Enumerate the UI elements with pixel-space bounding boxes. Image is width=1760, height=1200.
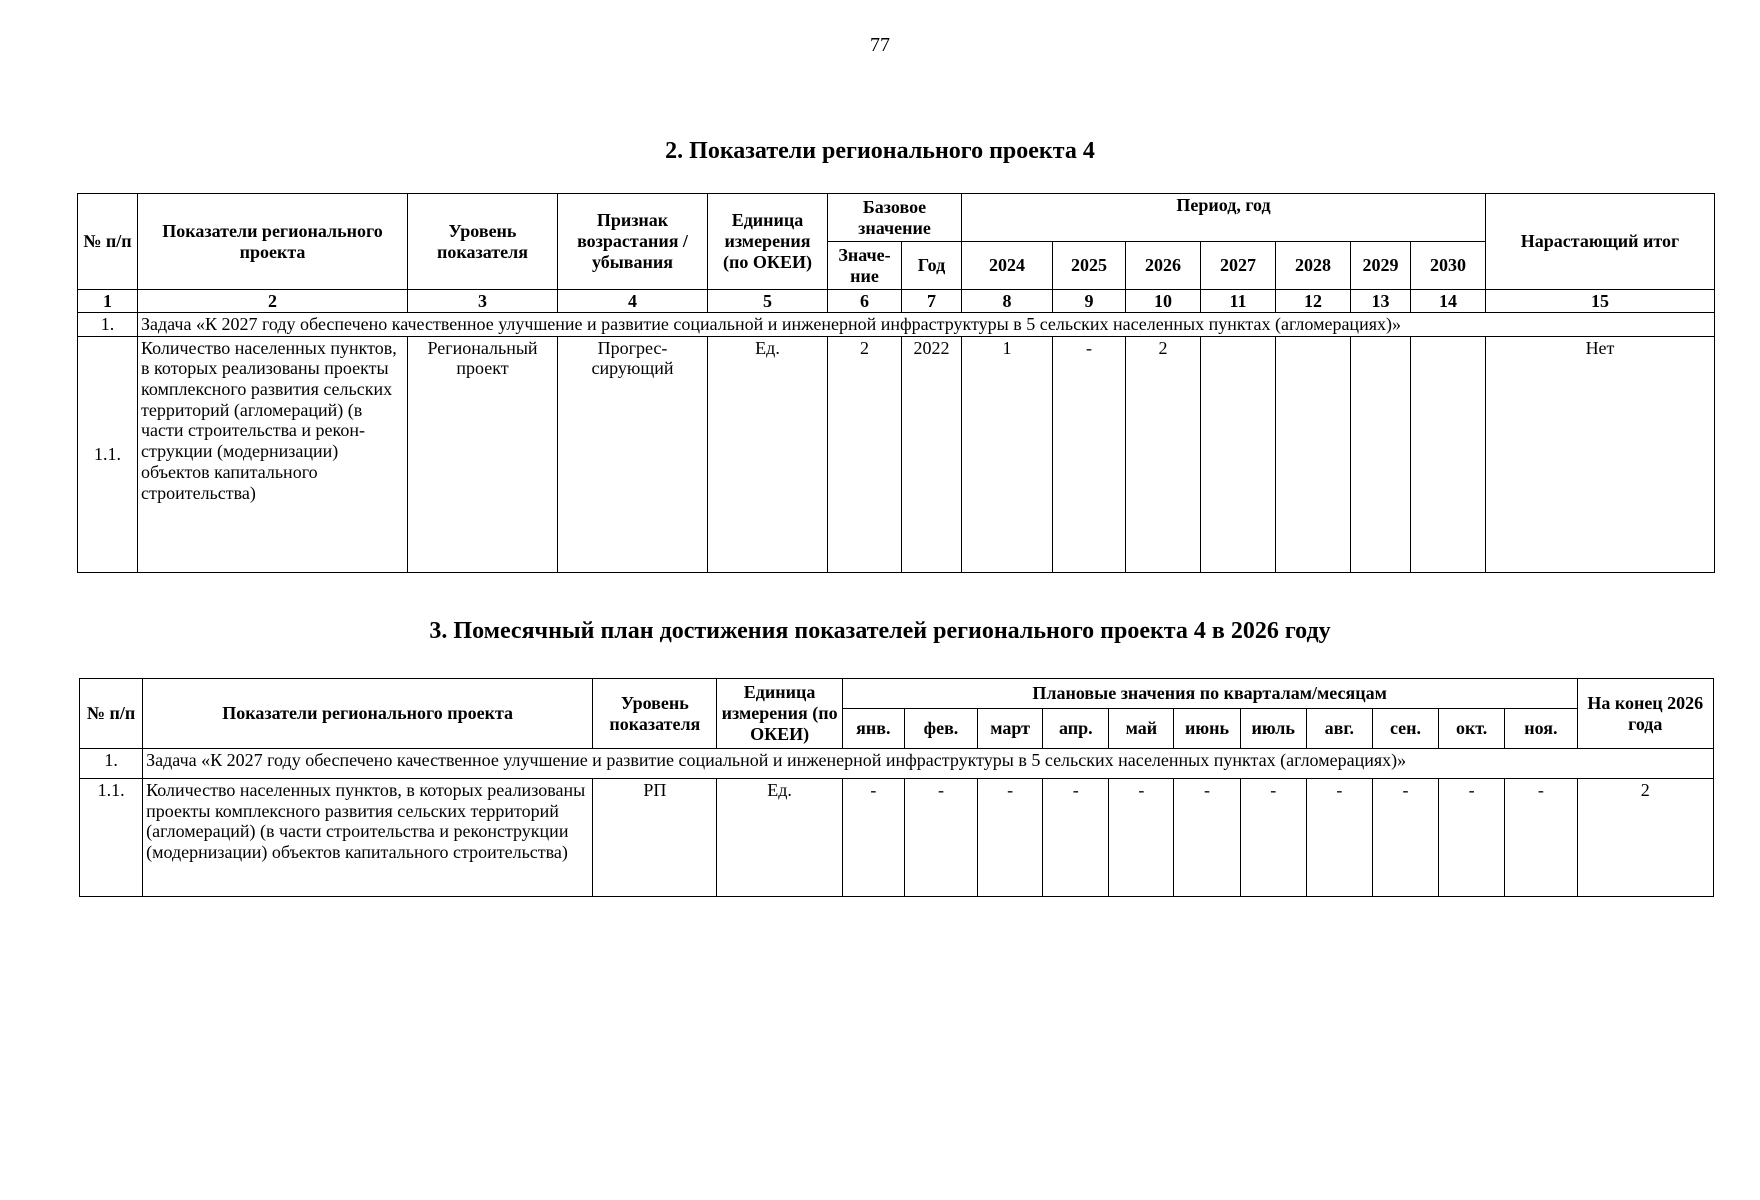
header-year: 2030 (1411, 242, 1486, 290)
plan-header-month: янв. (842, 709, 904, 749)
header-period: Период, год (962, 194, 1486, 242)
plan-header-num: № п/п (80, 679, 143, 749)
plan-row-month: - (1043, 779, 1109, 897)
column-number: 4 (558, 290, 708, 313)
monthly-plan-table (79, 678, 1714, 897)
header-base-value: Значе-ние (828, 242, 902, 290)
plan-header-month: май (1109, 709, 1174, 749)
header-level: Уровень показателя (408, 194, 558, 290)
row-num: 1.1. (78, 336, 138, 572)
plan-task-text: Задача «К 2027 году обеспечено качественное улучшение и развитие социальной и инженерной инфраструктуры в 5 сельских населенных пунктах (агломерациях)» (143, 749, 1714, 779)
plan-table-row (80, 779, 1714, 897)
column-number: 15 (1486, 290, 1715, 313)
plan-row-month: - (1505, 779, 1577, 897)
section-3-title: 3. Помесячный план достижения показателей регионального проекта 4 в 2026 году (429, 618, 1331, 644)
column-numbers-row (78, 290, 1715, 313)
column-number: 7 (902, 290, 962, 313)
row-cumulative: Нет (1486, 336, 1715, 572)
column-number: 14 (1411, 290, 1486, 313)
header-year: 2027 (1201, 242, 1276, 290)
task-row (78, 313, 1715, 337)
plan-task-num: 1. (80, 749, 143, 779)
plan-header-month: авг. (1306, 709, 1372, 749)
row-year-value (1276, 336, 1351, 572)
header-num: № п/п (78, 194, 138, 290)
header-year: 2028 (1276, 242, 1351, 290)
row-base-year: 2022 (902, 336, 962, 572)
header-year: 2025 (1053, 242, 1126, 290)
plan-row-month: - (1174, 779, 1240, 897)
plan-header-end: На конец 2026 года (1577, 679, 1714, 749)
plan-header-indicator: Показатели регионального проекта (143, 679, 593, 749)
row-year-value: 1 (962, 336, 1053, 572)
header-year: 2029 (1351, 242, 1411, 290)
plan-row-unit: Ед. (717, 779, 842, 897)
table-row (78, 336, 1715, 572)
plan-header-plan: Плановые значения по кварталам/месяцам (842, 679, 1577, 709)
header-cumulative: Нарастающий итог (1486, 194, 1715, 290)
row-indicator: Количество населенных пунктов, в которых реализованы проекты комплексного развития сельских территорий (агломераций) (в части строительства и рекон-струкции (модернизации) объектов капитального строительства) (138, 336, 408, 572)
column-number: 10 (1126, 290, 1201, 313)
plan-header-month: июнь (1174, 709, 1240, 749)
header-year: 2026 (1126, 242, 1201, 290)
header-year: 2024 (962, 242, 1053, 290)
plan-header-month: июль (1240, 709, 1306, 749)
row-base-value: 2 (828, 336, 902, 572)
indicators-table (77, 193, 1715, 573)
column-number: 3 (408, 290, 558, 313)
column-number: 13 (1351, 290, 1411, 313)
plan-row-month: - (904, 779, 977, 897)
column-number: 2 (138, 290, 408, 313)
plan-row-month: - (1109, 779, 1174, 897)
plan-header-unit: Единица измерения (по ОКЕИ) (717, 679, 842, 749)
row-year-value (1351, 336, 1411, 572)
row-year-value: - (1053, 336, 1126, 572)
task-num: 1. (78, 313, 138, 337)
plan-header-month: фев. (904, 709, 977, 749)
plan-row-level: РП (593, 779, 717, 897)
plan-row-month: - (1372, 779, 1438, 897)
plan-row-month: - (1306, 779, 1372, 897)
row-year-value (1411, 336, 1486, 572)
plan-header-month: сен. (1372, 709, 1438, 749)
row-unit: Ед. (708, 336, 828, 572)
plan-header-month: окт. (1439, 709, 1505, 749)
section-2-title: 2. Показатели регионального проекта 4 (665, 138, 1095, 164)
header-unit: Единица измерения (по ОКЕИ) (708, 194, 828, 290)
plan-row-month: - (978, 779, 1043, 897)
task-text: Задача «К 2027 году обеспечено качественное улучшение и развитие социальной и инженерной инфраструктуры в 5 сельских населенных пунктах (агломерациях)» (138, 313, 1715, 337)
plan-task-row (80, 749, 1714, 779)
plan-header-month: апр. (1043, 709, 1109, 749)
column-number: 5 (708, 290, 828, 313)
column-number: 1 (78, 290, 138, 313)
plan-header-month: март (978, 709, 1043, 749)
row-year-value (1201, 336, 1276, 572)
plan-header-month: ноя. (1505, 709, 1577, 749)
plan-header-level: Уровень показателя (593, 679, 717, 749)
plan-row-month: - (1240, 779, 1306, 897)
column-number: 12 (1276, 290, 1351, 313)
column-number: 6 (828, 290, 902, 313)
header-trend: Признак возрастания / убывания (558, 194, 708, 290)
plan-row-end: 2 (1577, 779, 1714, 897)
row-year-value: 2 (1126, 336, 1201, 572)
column-number: 11 (1201, 290, 1276, 313)
plan-row-month: - (842, 779, 904, 897)
header-base: Базовое значение (828, 194, 962, 242)
column-number: 8 (962, 290, 1053, 313)
plan-row-num: 1.1. (80, 779, 143, 897)
page-number: 77 (870, 34, 890, 56)
row-level: Региональный проект (408, 336, 558, 572)
plan-row-indicator: Количество населенных пунктов, в которых реализованы проекты комплексного развития сельских территорий (агломераций) (в части строительства и реконструкции (модернизации) объектов капитального строительства) (143, 779, 593, 897)
header-base-year: Год (902, 242, 962, 290)
header-indicator: Показатели регионального проекта (138, 194, 408, 290)
row-trend: Прогрес-сирующий (558, 336, 708, 572)
column-number: 9 (1053, 290, 1126, 313)
plan-row-month: - (1439, 779, 1505, 897)
